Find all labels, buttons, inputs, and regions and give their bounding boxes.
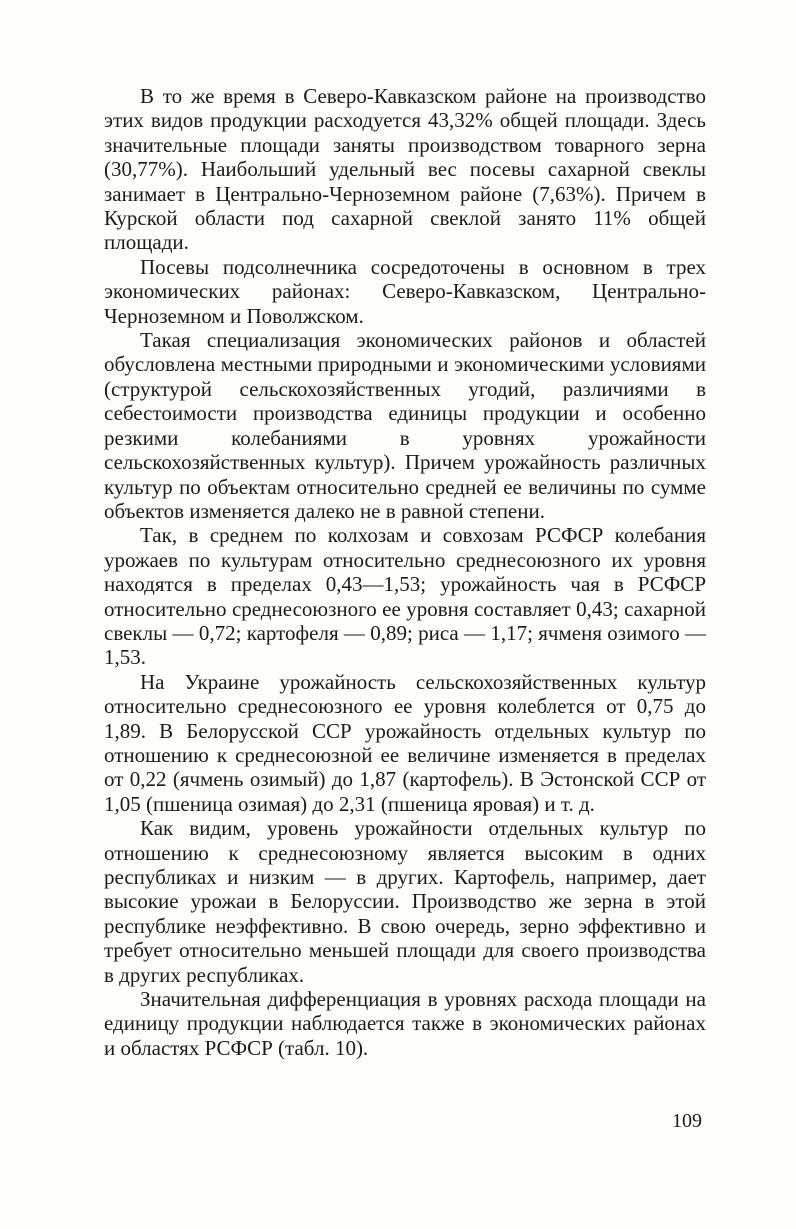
paragraph: Как видим, уровень урожайности отдельных культур по отношению к среднесоюзному является высоким в одних республиках и низким — в других. Картофель, например, дает высокие урожаи в Белоруссии. Производство же зерна в этой республике неэффективно. В свою очередь, зерно эффективно и требует относительно меньшей площади для своего производства в других республиках. <box>104 816 706 987</box>
paragraph: Значительная дифференциация в уровнях расхода площади на единицу продукции наблюдается также в экономических районах и областях РСФСР (табл. 10). <box>104 987 706 1060</box>
paragraph: Посевы подсолнечника сосредоточены в основном в трех экономических районах: Северо-Кавказском, Центрально-Черноземном и Поволжском. <box>104 254 706 328</box>
paragraph: В то же время в Северо-Кавказском районе на производство этих видов продукции расходуется 43,32% общей площади. Здесь значительные площади заняты производством товарного зерна (30,77%). Наибольший удельный вес посевы сахарной свеклы занимает в Центрально-Черноземном районе (7,63%). Причем в Курской области под сахарной свеклой занято 11% общей площади. <box>104 84 706 255</box>
paragraph: На Украине урожайность сельскохозяйственных культур относительно среднесоюзного ее уровня колеблется от 0,75 до 1,89. В Белорусской ССР урожайность отдельных культур по отношению к среднесоюзной ее величине изменяется в пределах от 0,22 (ячмень озимый) до 1,87 (картофель). В Эстонской ССР от 1,05 (пшеница озимая) до 2,31 (пшеница яровая) и т. д. <box>104 669 706 816</box>
paragraph: Такая специализация экономических районов и областей обусловлена местными природными и экономическими условиями (структурой сельскохозяйственных угодий, различиями в себестоимости производства единицы продукции и особенно резкими колебаниями в уровнях урожайности сельскохозяйственных культур). Причем урожайность различных культур по объектам относительно средней ее величины по сумме объектов изменяется далеко не в равной степени. <box>104 328 706 523</box>
paragraph: Так, в среднем по колхозам и совхозам РСФСР колебания урожаев по культурам относительно среднесоюзного их уровня находятся в пределах 0,43—1,53; урожайность чая в РСФСР относительно среднесоюзного ее уровня составляет 0,43; сахарной свеклы — 0,72; картофеля — 0,89; риса — 1,17; ячменя озимого — 1,53. <box>104 523 706 670</box>
page-number: 109 <box>672 1110 702 1132</box>
body-text <box>104 84 706 1060</box>
